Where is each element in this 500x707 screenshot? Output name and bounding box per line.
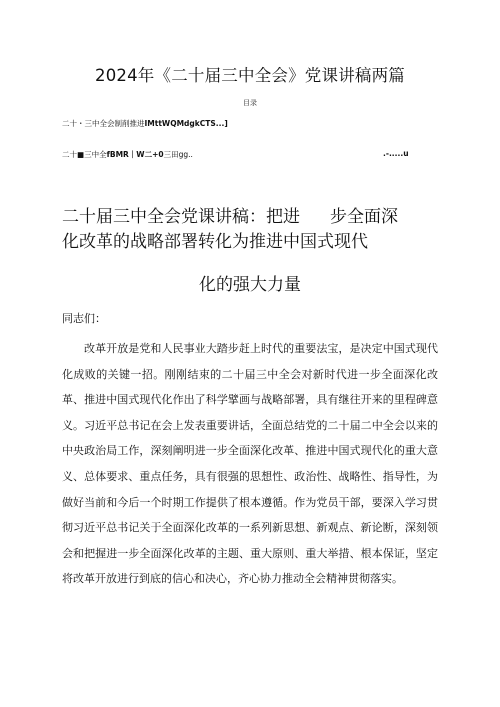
toc-item-2-suffix: 三田gg.. (163, 150, 193, 159)
toc-item-2-prefix: 二十■三中全 (62, 150, 107, 159)
toc-item-2[interactable] (62, 149, 193, 160)
section-title-line-2: 化改革的战略部署转化为推进中国式现代 (62, 232, 368, 252)
body-paragraph: 改革开放是党和人民事业大踏步赶上时代的重要法宝，是决定中国式现代化成败的关键一招。刚刚结束的二十届三中全会对新时代进一步全面深化改革、推进中国式现代化作出了科学擘画与战略部署，具有继往开来的里程碑意义。习近平总书记在会上发表重要讲话，全面总结党的二十届二中全会以来的中央政治局工作，深刻阐明进一步全面深化改革、推进中国式现代化的重大意义、总体要求、重点任务，具有很强的思想性、政治性、战略性、指导性，为做好当前和今后一个时期工作提供了根本遵循。作为党员干部，要深入学习贯彻习近平总书记关于全面深化改革的一系列新思想、新观点、新论断，深刻领会和把握进一步全面深化改革的主题、重大原则、重大举措、根本保证，坚定将改革开放进行到底的信心和决心，齐心协力推动全会精神贯彻落实。 (62, 342, 438, 586)
section-title-line-1 (62, 204, 442, 230)
toc-item-1[interactable] (62, 118, 228, 129)
toc-item-1-prefix: 二十・三中全会制削推进 (62, 119, 145, 128)
toc-item-1-suffix: IMttWQMdgkCTS...] (144, 119, 228, 128)
toc-heading: 目录 (243, 99, 257, 107)
section-title-line-1-b: 步全面深 (330, 207, 398, 227)
section-title-line-1-a: 二十届三中全会党课讲稿：把进 (62, 207, 300, 227)
document-title: 2024年《二十届三中全会》党课讲稿两篇 (95, 66, 405, 85)
toc-item-2-mid: fBMR｜W二+0 (106, 150, 164, 159)
toc-item-2-page: .-.....u (383, 149, 409, 158)
salutation: 同志们： (62, 312, 106, 325)
section-title-line-3: 化的强大力量 (199, 275, 301, 295)
